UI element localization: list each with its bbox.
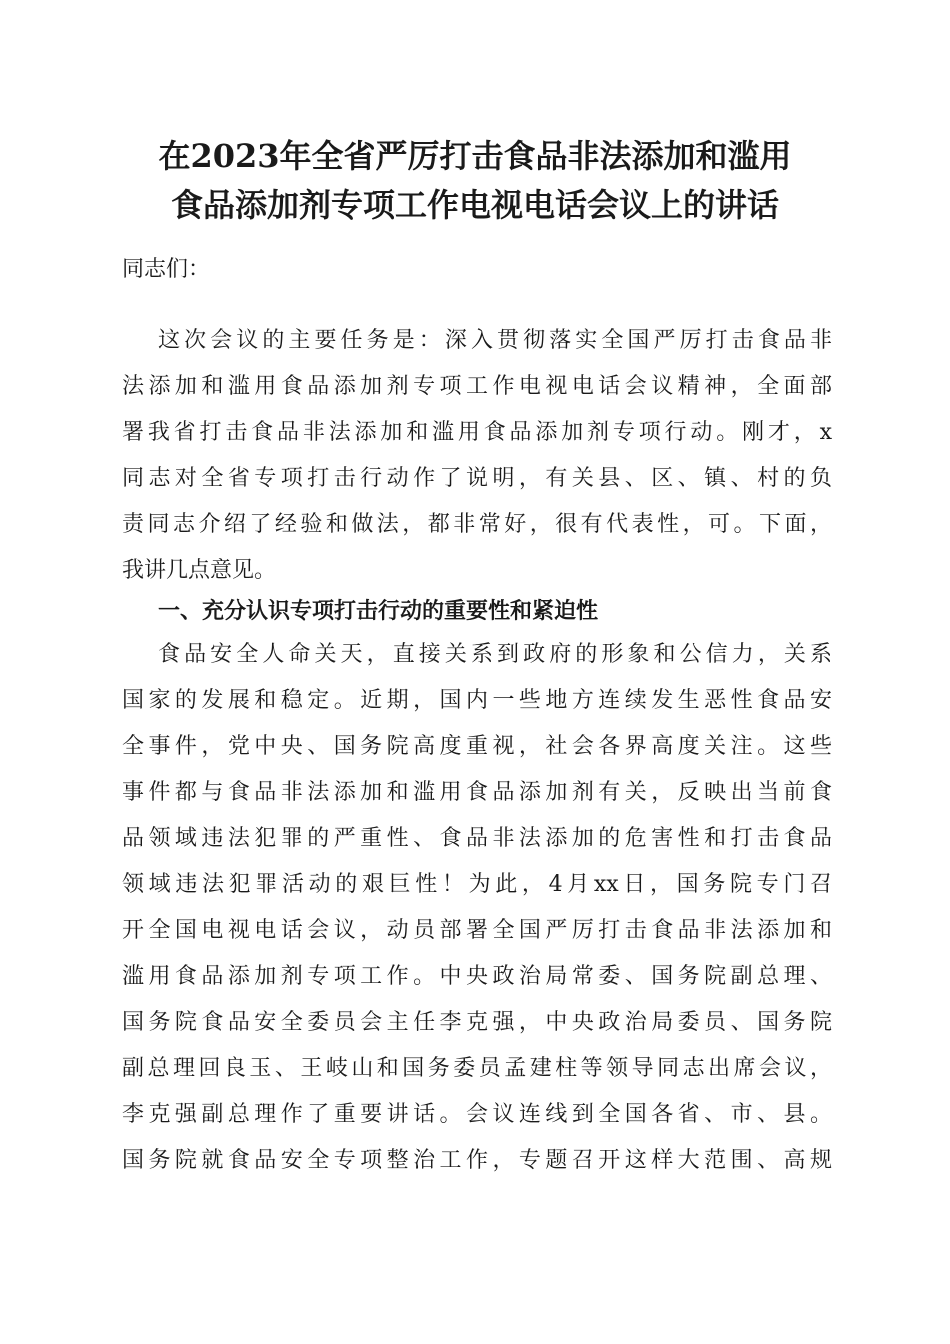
document-title-line-2: 食品添加剂专项工作电视电话会议上的讲话 — [170, 186, 779, 224]
paragraph-1-line: 同志对全省专项打击行动作了说明，有关县、区、镇、村的负 — [122, 466, 832, 491]
paragraph-1-line: 我讲几点意见。 — [122, 558, 277, 583]
paragraph-2-line: 品领域违法犯罪的严重性、食品非法添加的危害性和打击食品 — [122, 826, 832, 851]
paragraph-2-line: 全事件，党中央、国务院高度重视，社会各界高度关注。这些 — [122, 734, 832, 759]
paragraph-1-line: 责同志介绍了经验和做法，都非常好，很有代表性，可。下面， — [122, 512, 832, 537]
paragraph-2-line: 国家的发展和稳定。近期，国内一些地方连续发生恶性食品安 — [122, 688, 832, 713]
paragraph-2-line: 领域违法犯罪活动的艰巨性！为此，4月xx日，国务院专门召 — [122, 872, 832, 897]
document-title-line-1: 在2023年全省严厉打击食品非法添加和滥用 — [158, 137, 792, 175]
section-heading: 一、充分认识专项打击行动的重要性和紧迫性 — [158, 599, 599, 624]
paragraph-1-line: 署我省打击食品非法添加和滥用食品添加剂专项行动。刚才，x — [122, 420, 832, 445]
paragraph-2-line: 开全国电视电话会议，动员部署全国严厉打击食品非法添加和 — [122, 918, 832, 943]
paragraph-2-line: 食品安全人命关天，直接关系到政府的形象和公信力，关系 — [158, 642, 832, 667]
paragraph-2-line: 李克强副总理作了重要讲话。会议连线到全国各省、市、县。 — [122, 1102, 832, 1127]
paragraph-2-line: 国务院食品安全委员会主任李克强，中央政治局委员、国务院 — [122, 1010, 832, 1035]
paragraph-1-line: 法添加和滥用食品添加剂专项工作电视电话会议精神，全面部 — [122, 374, 832, 399]
paragraph-1-line: 这次会议的主要任务是：深入贯彻落实全国严厉打击食品非 — [158, 328, 832, 353]
paragraph-2-line: 事件都与食品非法添加和滥用食品添加剂有关，反映出当前食 — [122, 780, 832, 805]
paragraph-2-line: 国务院就食品安全专项整治工作，专题召开这样大范围、高规 — [122, 1148, 832, 1173]
paragraph-2-line: 滥用食品添加剂专项工作。中央政治局常委、国务院副总理、 — [122, 964, 832, 989]
salutation: 同志们： — [122, 257, 211, 282]
paragraph-2-line: 副总理回良玉、王岐山和国务委员孟建柱等领导同志出席会议， — [122, 1056, 832, 1081]
